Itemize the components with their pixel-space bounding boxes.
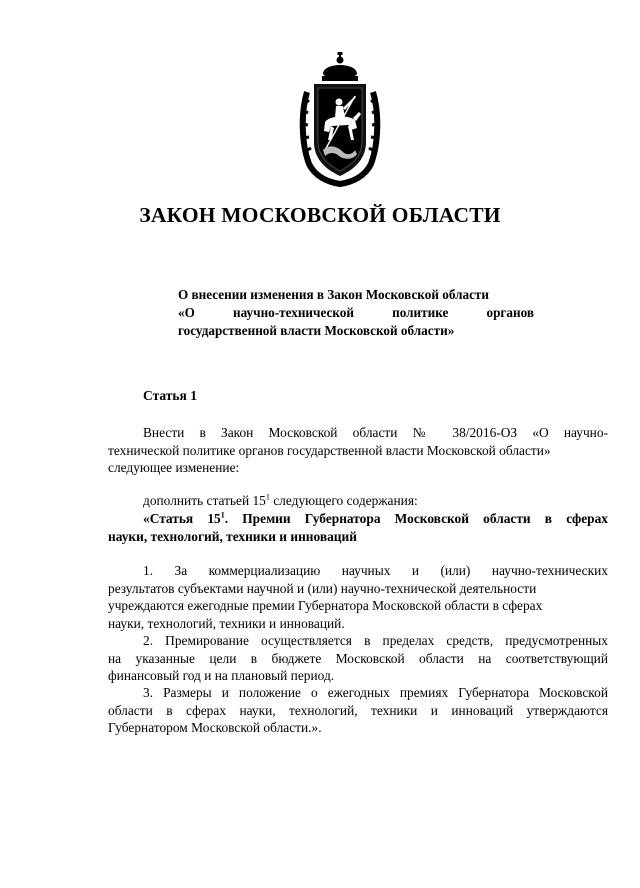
- subject-line: «О научно-технической политике органов: [178, 305, 534, 320]
- paragraph-line: области в сферах науки, технологий, техники и инноваций утверждаются: [108, 702, 608, 718]
- article-item: [108, 684, 608, 737]
- document-title: ЗАКОН МОСКОВСКОЙ ОБЛАСТИ: [139, 203, 501, 227]
- paragraph-line: «Статья $15^1$. Премии Губернатора Московской области в сферах: [143, 510, 609, 526]
- paragraph-line: науки, технологий, техники и инноваций.: [108, 615, 345, 631]
- paragraph-line: технической политике органов государственной власти Московской области»: [108, 442, 551, 458]
- paragraph-line: Внести в Закон Московской области № 38/2016-ОЗ «О научно-: [143, 425, 608, 440]
- coat-of-arms-icon: [295, 52, 385, 190]
- new-article-heading: [108, 510, 608, 545]
- paragraph-line: Губернатором Московской области.».: [108, 720, 322, 735]
- subject-line: государственной власти Московской области»: [178, 323, 455, 338]
- paragraph-line: 1. За коммерциализацию научных и (или) научно-технических: [143, 563, 608, 578]
- paragraph-line: учреждаются ежегодные премии Губернатора Московской области в сферах: [108, 598, 543, 613]
- article-item: [108, 562, 608, 632]
- paragraph-line: 2. Премирование осуществляется в пределах средств, предусмотренных: [143, 633, 608, 648]
- article-heading: Статья 1: [143, 388, 197, 403]
- paragraph-line: науки, технологий, техники и инноваций: [108, 528, 357, 544]
- intro-paragraph: [108, 424, 608, 477]
- paragraph-line: на указанные цели в бюджете Московской области на соответствующий: [108, 650, 608, 666]
- paragraph-line: 3. Размеры и положение о ежегодных премиях Губернатора Московской: [143, 685, 608, 700]
- subject-line: О внесении изменения в Закон Московской области: [178, 287, 489, 302]
- law-subject: [178, 286, 534, 340]
- paragraph-line: дополнить статьей $15^1$ следующего содержания:: [143, 492, 418, 508]
- article-item: [108, 632, 608, 685]
- paragraph-line: результатов субъектами научной и (или) научно-технической деятельности: [108, 580, 537, 596]
- supplement-paragraph: [108, 492, 608, 510]
- paragraph-line: следующее изменение:: [108, 460, 240, 475]
- paragraph-line: финансовый год и на плановый период.: [108, 668, 335, 683]
